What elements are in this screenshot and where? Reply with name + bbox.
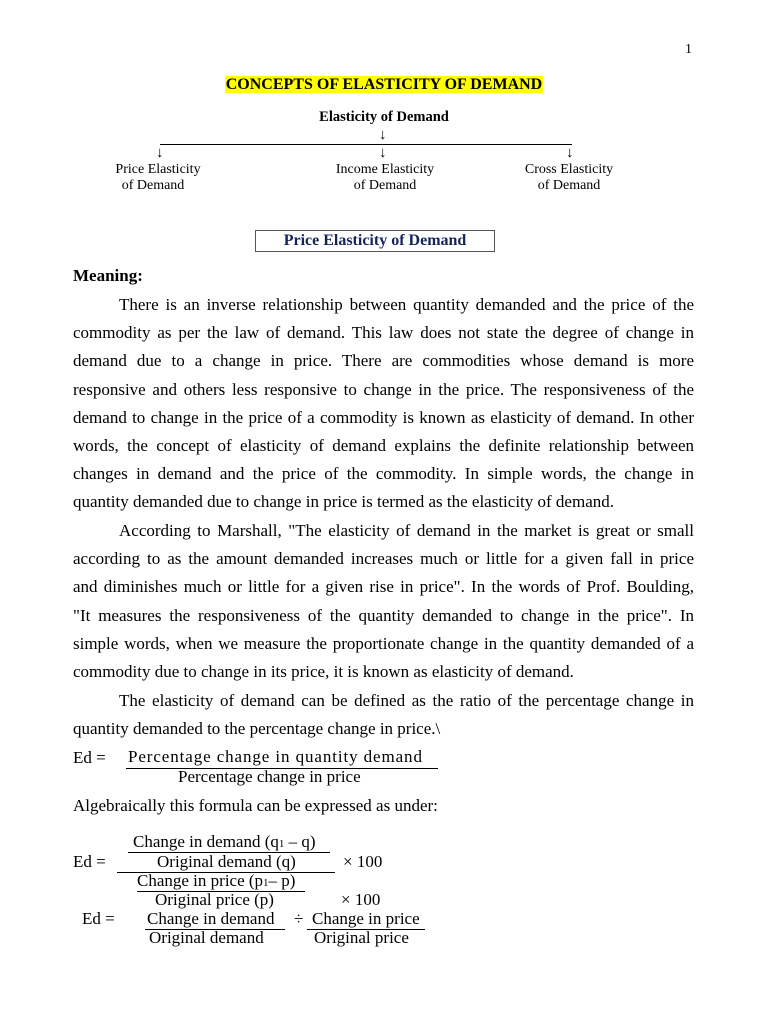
text-line: "It measures the responsiveness of the quantity demanded to change in the price". In bbox=[73, 605, 694, 625]
text-line: commodity as per the law of demand. This law does not state the degree of change in bbox=[73, 323, 694, 343]
text-line: The elasticity of demand can be defined as the ratio of the percentage change in bbox=[119, 691, 694, 710]
text-line: according to as the amount demanded increases much or little for a given fall in price bbox=[73, 549, 694, 569]
text-line: quantity demanded due to change in price is termed as the elasticity of demand. bbox=[73, 492, 614, 512]
formula2-bottom-numerator bbox=[137, 871, 295, 891]
formula2-bottom-denominator: Original price (p) bbox=[155, 890, 274, 909]
formula2-top-num-text-end: – q) bbox=[284, 832, 316, 851]
down-arrow-icon: ↓ bbox=[566, 145, 574, 161]
page-title bbox=[0, 76, 768, 94]
formula2-times-top: × 100 bbox=[343, 852, 383, 871]
formula3-numerator-2: Change in price bbox=[312, 909, 420, 928]
formula3-denominator-1: Original demand bbox=[149, 928, 264, 947]
text-line: and diminishes much or little for a given rise in price". In the words of Prof. Boulding, bbox=[73, 577, 694, 597]
formula1-numerator: Percentage change in quantity demand bbox=[128, 747, 423, 766]
down-arrow-icon: ↓ bbox=[379, 127, 387, 143]
formula2-bot-num-subscript: 1 bbox=[263, 877, 269, 889]
branch-line2: of Demand bbox=[537, 178, 601, 193]
branch-line1: Income Elasticity bbox=[335, 162, 435, 177]
tree-root-label: Elasticity of Demand bbox=[319, 109, 449, 125]
divide-icon: ÷ bbox=[294, 909, 304, 928]
formula1-lhs: Ed = bbox=[73, 748, 106, 767]
formula2-top-numerator bbox=[133, 832, 316, 852]
branch-line2: of Demand bbox=[121, 178, 185, 193]
meaning-heading: Meaning: bbox=[73, 266, 143, 285]
formula3-denominator-2: Original price bbox=[314, 928, 409, 947]
text-line: commodity due to change in its price, it is known as elasticity of demand. bbox=[73, 662, 574, 682]
page-title-text: CONCEPTS OF ELASTICITY OF DEMAND bbox=[225, 76, 543, 93]
formula2-top-denominator: Original demand (q) bbox=[157, 852, 296, 871]
branch-line1: Price Elasticity bbox=[115, 162, 201, 177]
text-line: responsive and others less responsive to change in the price. The responsiveness of the bbox=[73, 379, 694, 399]
paragraph-ratio bbox=[73, 687, 694, 743]
branch-line1: Cross Elasticity bbox=[524, 162, 614, 177]
text-line: changes in demand and the price of the commodity. In simple words, the change in bbox=[73, 464, 694, 484]
formula3-lhs: Ed = bbox=[82, 909, 115, 928]
text-line: simple words, when we measure the proportionate change in the quantity demanded of a bbox=[73, 633, 694, 653]
down-arrow-icon: ↓ bbox=[379, 145, 387, 161]
text-line: There is an inverse relationship between quantity demanded and the price of the bbox=[119, 295, 694, 314]
text-line: quantity demanded to the percentage change in price.\ bbox=[73, 719, 441, 739]
tree-connector-line bbox=[160, 144, 572, 145]
page-number: 1 bbox=[685, 42, 692, 57]
formula1-denominator: Percentage change in price bbox=[178, 767, 361, 786]
text-line: According to Marshall, "The elasticity of demand in the market is great or small bbox=[119, 521, 694, 540]
section-heading: Price Elasticity of Demand bbox=[283, 232, 467, 249]
formula2-lhs: Ed = bbox=[73, 852, 106, 871]
paragraph-definitions bbox=[73, 517, 694, 686]
section-heading-box bbox=[255, 230, 495, 252]
down-arrow-icon: ↓ bbox=[156, 145, 164, 161]
formula2-top-num-text: Change in demand (q bbox=[133, 832, 279, 851]
formula3-numerator-1: Change in demand bbox=[147, 909, 275, 928]
branch-line2: of Demand bbox=[353, 178, 417, 193]
tree-branch-income bbox=[320, 162, 450, 194]
paragraph-meaning bbox=[73, 291, 694, 517]
text-line: words, the concept of elasticity of demand explains the definite relationship between bbox=[73, 436, 694, 456]
algebraic-intro: Algebraically this formula can be expressed as under: bbox=[73, 796, 438, 815]
formula2-bot-num-text-end: – p) bbox=[268, 871, 296, 890]
text-line: demand to change in the price of a commodity is known as elasticity of demand. In other bbox=[73, 407, 694, 427]
formula2-top-num-subscript: 1 bbox=[278, 838, 285, 850]
tree-branch-cross bbox=[508, 162, 630, 194]
text-line: demand due to a change in price. There are commodities whose demand is more bbox=[73, 351, 694, 371]
formula2-bot-num-text: Change in price (p bbox=[137, 871, 264, 890]
formula2-times-bottom: × 100 bbox=[341, 890, 381, 909]
tree-branch-price bbox=[98, 162, 218, 194]
